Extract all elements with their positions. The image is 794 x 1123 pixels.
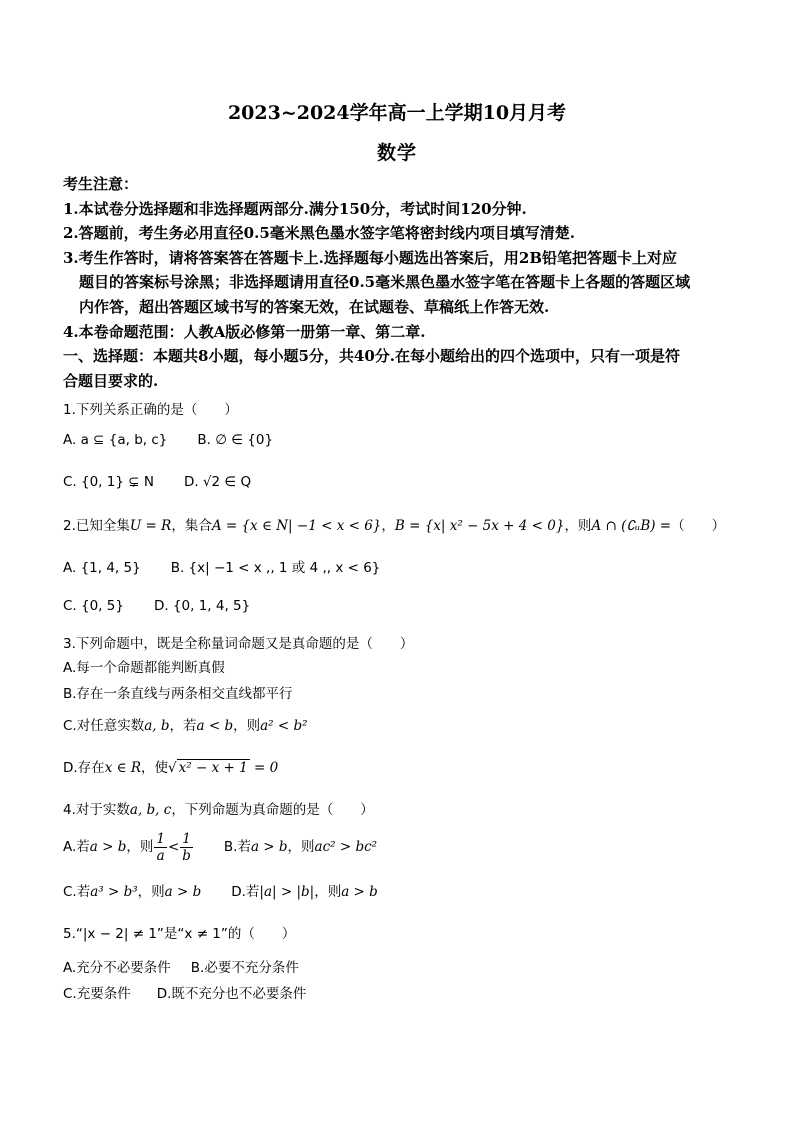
q4d-text: ，则 [314, 884, 342, 900]
option-b: B.存在一条直线与两条相交直线都平行 [63, 686, 293, 702]
question-5-stem: 5.“|x − 2| ≠ 1”是“x ≠ 1”的（ ） [63, 926, 296, 942]
note-line: 1.本试卷分选择题和非选择题两部分.满分150分，考试时间120分钟. [63, 199, 527, 218]
question-2-options-cd [63, 598, 735, 614]
q4-vars: a, b, c [129, 802, 172, 818]
q3d-radicand: x² − x + 1 [178, 760, 248, 776]
question-4-options-ab [63, 830, 735, 864]
option-d: D.既不充分也不必要条件 [156, 986, 307, 1002]
question-4-stem [63, 798, 735, 818]
q2-expression: A ∩ (∁ᵤB) = [591, 518, 672, 534]
note-line: 4.本卷命题范围：人教A版必修第一册第一章、第二章. [63, 322, 426, 341]
q4-text: ，下列命题为真命题的是（ ） [171, 802, 374, 818]
option-a: A.充分不必要条件 [63, 960, 171, 976]
q3d-sqrt: √ x² − x + 1 [168, 760, 248, 776]
q2-text: 2.已知全集 [63, 518, 130, 534]
q4b-text: ，则 [287, 839, 315, 855]
q4b-result: ac² > bc² [314, 839, 378, 855]
option-b: B. {x| −1 < x ,, 1 或 4 ,, x < 6} [170, 560, 381, 576]
exam-title: 2023~2024学年高一上学期10月月考 [227, 102, 567, 124]
option-a: A.每一个命题都能判断真假 [63, 660, 225, 676]
question-5-options-cd [63, 982, 735, 1002]
question-2-options-ab [63, 556, 735, 576]
option-d: D. {0, 1, 4, 5} [153, 598, 251, 614]
option-b: B. ∅ ∈ {0} [197, 432, 274, 448]
option-c: C. {0, 1} ⊊ N [63, 474, 154, 490]
option-b: B.必要不充分条件 [190, 960, 299, 976]
q2-text: ， [381, 518, 395, 534]
q3c-text: C.对任意实数 [63, 718, 145, 734]
q3d-text: D.存在 [63, 760, 105, 776]
question-3-stem: 3.下列命题中，既是全称量词命题又是真命题的是（ ） [63, 636, 414, 652]
question-1-options-ab [63, 432, 735, 448]
q4-text: 4.对于实数 [63, 802, 130, 818]
q2-set-a: A = {x ∈ N| −1 < x < 6} [211, 518, 382, 534]
exam-subject: 数学 [376, 142, 417, 164]
option-c: C. {0, 5} [63, 598, 124, 614]
q3d-equals: = 0 [249, 760, 279, 776]
q4a-fraction-1 [154, 831, 167, 864]
q4a-fraction-2 [180, 831, 193, 864]
q3d-var: x ∈ R [104, 760, 142, 776]
option-a: A. {1, 4, 5} [63, 560, 141, 576]
notes-heading: 考生注意： [63, 175, 139, 193]
option-c [63, 714, 735, 734]
q4c-text: ，则 [137, 884, 165, 900]
option-a: A. a ⊆ {a, b, c} [63, 432, 168, 448]
section-heading: 一、选择题：本题共8小题，每小题5分，共40分.在每小题给出的四个选项中，只有一项是符 [63, 347, 680, 366]
numerator: 1 [182, 830, 191, 847]
q2-set-b: B = {x| x² − 5x + 4 < 0} [394, 518, 565, 534]
q4c-condition: a³ > b³ [90, 884, 138, 900]
question-5-options-ab [63, 956, 735, 976]
q2-answer-paren: （ ） [671, 518, 726, 534]
q4b-text: B.若 [223, 839, 251, 855]
q3c-vars: a, b [144, 718, 170, 734]
q4c-result: a > b [164, 884, 202, 900]
denominator: b [182, 847, 191, 864]
option-c: C.充要条件 [63, 986, 131, 1002]
q4a-text: ，则 [126, 839, 154, 855]
q2-universal-set: U = R [129, 518, 172, 534]
q2-text: ，则 [564, 518, 592, 534]
q4d-result: a > b [341, 884, 378, 900]
numerator: 1 [156, 830, 165, 847]
denominator: a [156, 847, 165, 864]
q3c-result: a² < b² [260, 718, 308, 734]
q4a-text: A.若 [63, 839, 90, 855]
q2-text: ，集合 [171, 518, 212, 534]
note-line: 2.答题前，考生务必用直径0.5毫米黑色墨水签字笔将密封线内项目填写清楚. [63, 224, 575, 243]
q3c-text: ，若 [169, 718, 197, 734]
question-1-stem: 1.下列关系正确的是（ ） [63, 402, 238, 418]
section-heading: 合题目要求的. [63, 371, 159, 390]
question-4-options-cd [63, 880, 735, 900]
option-d [63, 756, 735, 776]
note-line: 内作答，超出答题区域书写的答案无效，在试题卷、草稿纸上作答无效. [79, 297, 550, 316]
note-line: 题目的答案标号涂黑；非选择题请用直径0.5毫米黑色墨水签字笔在答题卡上各题的答题区域 [79, 273, 691, 292]
q4d-text: D.若 [231, 884, 260, 900]
q3d-text: ，使 [141, 760, 169, 776]
q4a-less-than: < [167, 839, 180, 855]
q3c-text: ，则 [233, 718, 261, 734]
exam-notes [63, 172, 735, 393]
q3c-condition: a < b [196, 718, 234, 734]
q4b-condition: a > b [250, 839, 288, 855]
option-d: D. √2 ∈ Q [183, 474, 252, 490]
q4a-condition: a > b [89, 839, 127, 855]
question-2-stem [63, 514, 735, 534]
note-line: 3.考生作答时，请将答案答在答题卡上.选择题每小题选出答案后，用2B铅笔把答题卡上对应 [63, 248, 678, 267]
q4c-text: C.若 [63, 884, 91, 900]
question-1-options-cd [63, 474, 735, 490]
q4d-condition: |a| > |b| [259, 884, 315, 900]
